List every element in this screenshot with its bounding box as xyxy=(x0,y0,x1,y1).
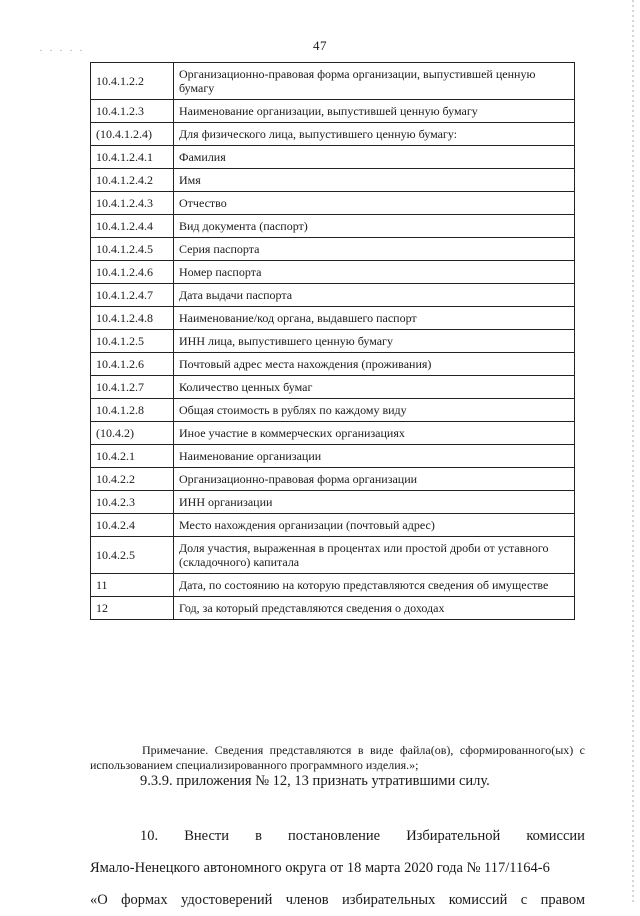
row-code: 10.4.1.2.4.5 xyxy=(91,238,174,261)
row-code: 12 xyxy=(91,597,174,620)
row-code: 10.4.1.2.4.7 xyxy=(91,284,174,307)
row-text: Общая стоимость в рублях по каждому виду xyxy=(174,399,575,422)
word: избирательных xyxy=(342,892,436,908)
table-row xyxy=(91,100,575,123)
row-text: Вид документа (паспорт) xyxy=(174,215,575,238)
table-row xyxy=(91,445,575,468)
row-text: Количество ценных бумаг xyxy=(174,376,575,399)
row-text: Год, за который представляются сведения о доходах xyxy=(174,597,575,620)
row-text: Наименование организации, выпустившей ценную бумагу xyxy=(174,100,575,123)
row-text: Доля участия, выраженная в процентах или простой дроби от уставного (складочного) капитала xyxy=(174,537,575,574)
row-code: 10.4.1.2.4.4 xyxy=(91,215,174,238)
paragraph-10-line-3 xyxy=(90,884,585,916)
table-row xyxy=(91,376,575,399)
paragraph-9-3-9: 9.3.9. приложения № 12, 13 признать утратившими силу. xyxy=(140,773,490,789)
row-code: 10.4.1.2.7 xyxy=(91,376,174,399)
table-row xyxy=(91,468,575,491)
table-row xyxy=(91,215,575,238)
word: Внести xyxy=(184,828,229,844)
row-text: Имя xyxy=(174,169,575,192)
table-row xyxy=(91,192,575,215)
row-code: 10.4.1.2.4.8 xyxy=(91,307,174,330)
scan-corner-marks: . . . . . xyxy=(40,44,85,53)
table-row xyxy=(91,261,575,284)
table-row xyxy=(91,491,575,514)
word: 10. xyxy=(140,828,159,844)
row-text: ИНН лица, выпустившего ценную бумагу xyxy=(174,330,575,353)
row-text: Наименование организации xyxy=(174,445,575,468)
row-text: Почтовый адрес места нахождения (проживания) xyxy=(174,353,575,376)
row-text: Для физического лица, выпустившего ценную бумагу: xyxy=(174,123,575,146)
word: удостоверений xyxy=(181,892,273,908)
row-text: Организационно-правовая форма организации, выпустившей ценную бумагу xyxy=(174,63,575,100)
records-table xyxy=(90,62,575,620)
row-code: 10.4.1.2.4.6 xyxy=(91,261,174,284)
row-text: ИНН организации xyxy=(174,491,575,514)
row-code: 10.4.2.5 xyxy=(91,537,174,574)
word: с xyxy=(520,892,528,908)
word: «О xyxy=(90,892,108,908)
row-code: 10.4.1.2.5 xyxy=(91,330,174,353)
row-text: Наименование/код органа, выдавшего паспорт xyxy=(174,307,575,330)
table-row xyxy=(91,537,575,574)
row-text: Иное участие в коммерческих организациях xyxy=(174,422,575,445)
table-row xyxy=(91,63,575,100)
page-number: 47 xyxy=(313,38,327,53)
word: постановление xyxy=(288,828,381,844)
word: правом xyxy=(540,892,585,908)
row-text: Отчество xyxy=(174,192,575,215)
word: в xyxy=(255,828,262,844)
table-row xyxy=(91,169,575,192)
table-row xyxy=(91,514,575,537)
paragraph-10 xyxy=(90,820,585,916)
row-code: (10.4.2) xyxy=(91,422,174,445)
paragraph-10-line-1 xyxy=(90,820,585,852)
scan-edge-artifact xyxy=(632,0,634,905)
table-row xyxy=(91,307,575,330)
row-text: Серия паспорта xyxy=(174,238,575,261)
table-row xyxy=(91,123,575,146)
row-code: 10.4.2.4 xyxy=(91,514,174,537)
row-text: Место нахождения организации (почтовый адрес) xyxy=(174,514,575,537)
row-code: 10.4.1.2.4.1 xyxy=(91,146,174,169)
word: членов xyxy=(285,892,329,908)
table-row xyxy=(91,284,575,307)
paragraph-10-line-2: Ямало-Ненецкого автономного округа от 18 марта 2020 года № 117/1164-6 xyxy=(90,860,550,876)
word: формах xyxy=(121,892,168,908)
word: комиссий xyxy=(448,892,508,908)
row-code: 10.4.1.2.8 xyxy=(91,399,174,422)
table-row xyxy=(91,146,575,169)
row-code: 10.4.2.3 xyxy=(91,491,174,514)
row-code: 10.4.2.1 xyxy=(91,445,174,468)
table-row xyxy=(91,574,575,597)
row-text: Дата, по состоянию на которую представляются сведения об имуществе xyxy=(174,574,575,597)
table-row xyxy=(91,422,575,445)
table-note: Примечание. Сведения представляются в виде файла(ов), сформированного(ых) с использованием специализированного программного изделия.»; xyxy=(90,743,585,772)
table-row xyxy=(91,330,575,353)
table-row xyxy=(91,597,575,620)
table-row xyxy=(91,238,575,261)
row-text: Фамилия xyxy=(174,146,575,169)
word: комиссии xyxy=(526,828,585,844)
row-code: 10.4.1.2.4.3 xyxy=(91,192,174,215)
row-text: Дата выдачи паспорта xyxy=(174,284,575,307)
row-code: 10.4.2.2 xyxy=(91,468,174,491)
word: Избирательной xyxy=(406,828,501,844)
row-code: (10.4.1.2.4) xyxy=(91,123,174,146)
row-code: 11 xyxy=(91,574,174,597)
row-code: 10.4.1.2.6 xyxy=(91,353,174,376)
row-text: Номер паспорта xyxy=(174,261,575,284)
row-text: Организационно-правовая форма организации xyxy=(174,468,575,491)
row-code: 10.4.1.2.3 xyxy=(91,100,174,123)
table-row xyxy=(91,353,575,376)
row-code: 10.4.1.2.4.2 xyxy=(91,169,174,192)
row-code: 10.4.1.2.2 xyxy=(91,63,174,100)
table-row xyxy=(91,399,575,422)
